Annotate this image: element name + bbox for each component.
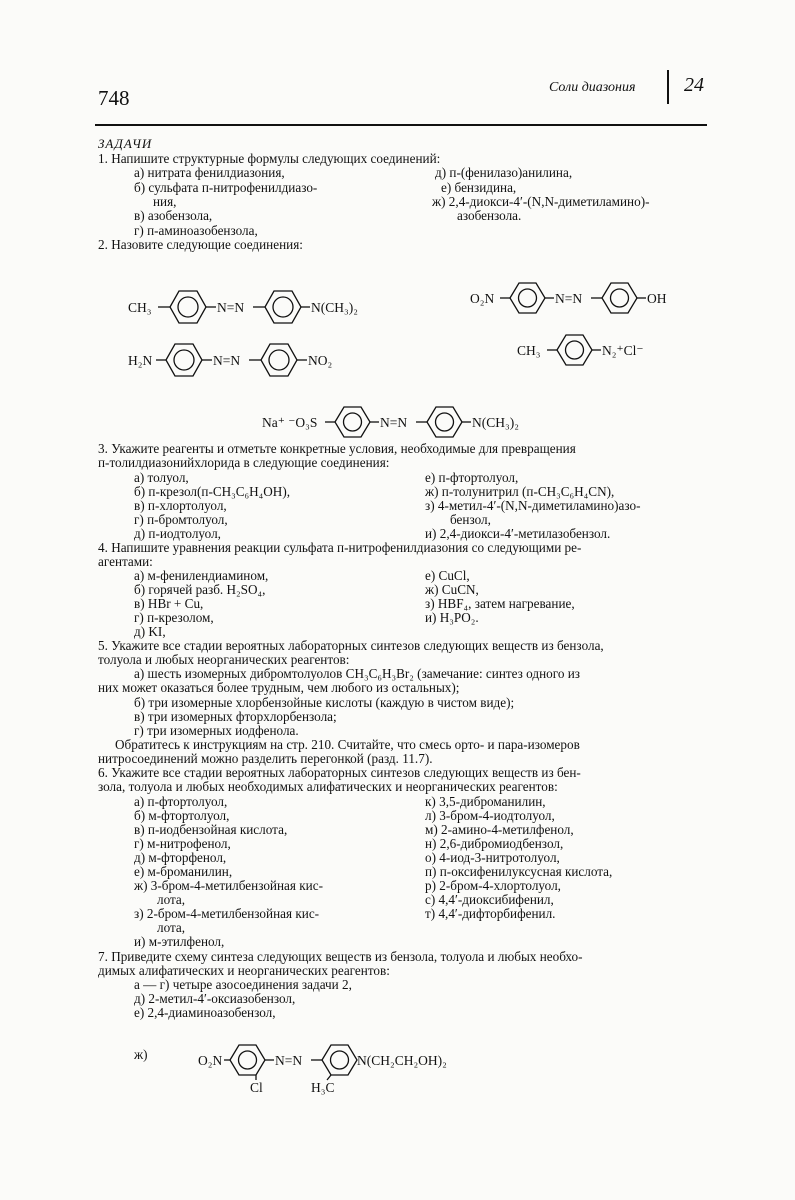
structure-aminonitroazobenzene bbox=[128, 338, 358, 382]
text-line: и) м-этилфенол, bbox=[134, 934, 225, 949]
text-line: б) три изомерные хлорбензойные кислоты (каждую в чистом виде); bbox=[134, 695, 515, 710]
text-line: зола, толуола и любых необходимых алифатических и неорганических реагентов: bbox=[98, 779, 558, 794]
s6-chloro-substituent: Cl bbox=[250, 1080, 263, 1095]
page-number: 748 bbox=[98, 86, 130, 110]
text-line: а) п-фтортолуол, bbox=[134, 794, 228, 809]
text-line: е) п-фтортолуол, bbox=[425, 470, 519, 485]
text-line: димых алифатических и неорганических реагентов: bbox=[98, 963, 390, 978]
benzene-ring-icon bbox=[166, 344, 202, 376]
s5-left-group: Na⁺ ⁻O₃S bbox=[262, 415, 318, 430]
text-line: б) м-фтортолуол, bbox=[134, 808, 230, 823]
text-line: п) п-оксифенилуксусная кислота, bbox=[425, 864, 613, 879]
text-line: р) 2-бром-4-хлортолуол, bbox=[425, 878, 561, 893]
text-line: г) п-бромтолуол, bbox=[134, 512, 228, 527]
structure-methyl-orange bbox=[262, 404, 572, 444]
structure-tolyldiazonium-chloride bbox=[517, 332, 667, 372]
text-line: с) 4,4′-диоксибифенил, bbox=[425, 892, 554, 907]
benzene-ring-icon bbox=[265, 291, 301, 323]
text-line: ния, bbox=[153, 194, 177, 209]
text-line: з) 2-бром-4-метилбензойная кис- bbox=[134, 906, 320, 921]
text-line: и) H₃PO₂. bbox=[425, 610, 479, 625]
text-line: в) п-хлортолуол, bbox=[134, 498, 227, 513]
text-line: 6. Укажите все стадии вероятных лабораторных синтезов следующих веществ из бен- bbox=[98, 765, 581, 780]
text-line: л) 3-бром-4-иодтолуол, bbox=[425, 808, 555, 823]
text-line: 1. Напишите структурные формулы следующих соединений: bbox=[98, 151, 441, 166]
text-line: д) п-(фенилазо)анилина, bbox=[435, 165, 573, 180]
text-line: лота, bbox=[157, 920, 186, 935]
text-line: 2. Назовите следующие соединения: bbox=[98, 237, 303, 252]
text-line: а) толуол, bbox=[134, 470, 189, 485]
benzene-ring-icon bbox=[510, 283, 545, 313]
s1-left-group: CH₃ bbox=[128, 300, 152, 315]
s2-right-group: OH bbox=[647, 291, 667, 306]
benzene-ring-icon bbox=[335, 407, 370, 437]
text-line: д) 2-метил-4′-оксиазобензол, bbox=[134, 991, 296, 1006]
text-line: е) бензидина, bbox=[441, 180, 517, 195]
text-line: г) п-аминоазобензола, bbox=[134, 223, 258, 238]
text-line: в) три изомерных фторхлорбензола; bbox=[134, 709, 337, 724]
text-line: а) шесть изомерных дибромтолуолов CH₃C₆H₃Br₂ (замечание: синтез одного из bbox=[134, 666, 580, 681]
text-line: Обратитесь к инструкциям на стр. 210. Считайте, что смесь орто- и пара-изомеров bbox=[115, 737, 580, 752]
structure-nitrohydroxyazobenzene bbox=[470, 280, 710, 320]
text-line: м) 2-амино-4-метилфенол, bbox=[425, 822, 574, 837]
text-line: д) KI, bbox=[134, 624, 166, 639]
text-line: е) CuCl, bbox=[425, 568, 470, 583]
s6-methyl-substituent: H₃C bbox=[311, 1080, 335, 1095]
structure-problem7-zh bbox=[198, 1040, 483, 1094]
text-line: г) м-нитрофенол, bbox=[134, 836, 231, 851]
benzene-ring-icon bbox=[427, 407, 462, 437]
text-line: ж) 3-бром-4-метилбензойная кис- bbox=[134, 878, 323, 893]
text-line: нитросоединений можно разделить перегонкой (разд. 11.7). bbox=[98, 751, 433, 766]
s3-left-group: H₂N bbox=[128, 353, 153, 368]
text-line: д) м-фторфенол, bbox=[134, 850, 227, 865]
text-line: них может оказаться более трудным, чем любого из остальных); bbox=[98, 680, 460, 695]
text-line: ж) CuCN, bbox=[425, 582, 479, 597]
text-line: 5. Укажите все стадии вероятных лабораторных синтезов следующих веществ из бензола, bbox=[98, 638, 604, 653]
text-line: бензол, bbox=[450, 512, 491, 527]
text-line: п-толилдиазонийхлорида в следующие соединения: bbox=[98, 455, 390, 470]
s2-left-group: O₂N bbox=[470, 291, 495, 306]
benzene-ring-icon bbox=[230, 1045, 265, 1075]
benzene-ring-icon bbox=[602, 283, 637, 313]
structure-dimethylaminoazotoluene bbox=[128, 285, 388, 329]
text-line: е) 2,4-диаминоазобензол, bbox=[134, 1005, 276, 1020]
running-title: Соли диазония bbox=[549, 80, 636, 95]
benzene-ring-icon bbox=[557, 335, 592, 365]
chapter-number: 24 bbox=[684, 74, 704, 96]
text-line: г) три изомерных иодфенола. bbox=[134, 723, 299, 738]
text-line: т) 4,4′-дифторбифенил. bbox=[425, 906, 556, 921]
header-separator bbox=[667, 70, 669, 104]
text-line: ж) п-толунитрил (п-CH₃C₆H₄CN), bbox=[425, 484, 615, 499]
text-line: а) нитрата фенилдиазония, bbox=[134, 165, 285, 180]
s6-azo-group: N=N bbox=[275, 1053, 303, 1068]
benzene-ring-icon bbox=[322, 1045, 357, 1075]
text-line: н) 2,6-дибромиодбензол, bbox=[425, 836, 564, 851]
text-line: б) п-крезол(п-CH₃C₆H₄OH), bbox=[134, 484, 291, 499]
text-line: лота, bbox=[157, 892, 186, 907]
s2-azo-group: N=N bbox=[555, 291, 583, 306]
text-line: д) п-иодтолуол, bbox=[134, 526, 221, 541]
s4-left-group: CH₃ bbox=[517, 343, 541, 358]
s6-right-group: N(CH₂CH₂OH)₂ bbox=[357, 1053, 447, 1068]
section-title: ЗАДАЧИ bbox=[98, 136, 153, 151]
text-line: ж) bbox=[134, 1047, 148, 1062]
text-line: в) HBr + Cu, bbox=[134, 596, 204, 611]
s6-left-group: O₂N bbox=[198, 1053, 223, 1068]
s1-azo-group: N=N bbox=[217, 300, 245, 315]
text-line: б) горячей разб. H₂SO₄, bbox=[134, 582, 266, 597]
s4-right-group: N₂⁺Cl⁻ bbox=[602, 343, 644, 358]
text-line: к) 3,5-диброманилин, bbox=[425, 794, 546, 809]
text-line: и) 2,4-диокси-4′-метилазобензол. bbox=[425, 526, 611, 541]
text-line: в) азобензола, bbox=[134, 208, 213, 223]
s3-azo-group: N=N bbox=[213, 353, 241, 368]
benzene-ring-icon bbox=[170, 291, 206, 323]
text-line: г) п-крезолом, bbox=[134, 610, 214, 625]
s5-right-group: N(CH₃)₂ bbox=[472, 415, 519, 430]
text-line: з) 4-метил-4′-(N,N-диметиламино)азо- bbox=[425, 498, 641, 513]
text-line: азобензола. bbox=[457, 208, 522, 223]
text-line: 4. Напишите уравнения реакции сульфата п-нитрофенилдиазония со следующими ре- bbox=[98, 540, 582, 555]
s3-right-group: NO₂ bbox=[308, 353, 333, 368]
text-line: е) м-броманилин, bbox=[134, 864, 233, 879]
text-line: б) сульфата п-нитрофенилдиазо- bbox=[134, 180, 318, 195]
text-line: а — г) четыре азосоединения задачи 2, bbox=[134, 977, 352, 992]
s1-right-group: N(CH₃)₂ bbox=[311, 300, 358, 315]
text-line: 7. Приведите схему синтеза следующих веществ из бензола, толуола и любых необхо- bbox=[98, 949, 583, 964]
text-line: агентами: bbox=[98, 554, 153, 569]
text-line: ж) 2,4-диокси-4′-(N,N-диметиламино)- bbox=[432, 194, 650, 209]
text-line: з) HBF₄, затем нагревание, bbox=[425, 596, 575, 611]
text-line: 3. Укажите реагенты и отметьте конкретные условия, необходимые для превращения bbox=[98, 441, 576, 456]
text-line: о) 4-иод-3-нитротолуол, bbox=[425, 850, 560, 865]
s5-azo-group: N=N bbox=[380, 415, 408, 430]
text-line: а) м-фенилендиамином, bbox=[134, 568, 269, 583]
text-line: в) п-иодбензойная кислота, bbox=[134, 822, 288, 837]
benzene-ring-icon bbox=[261, 344, 297, 376]
text-line: толуола и любых неорганических реагентов: bbox=[98, 652, 350, 667]
header-rule bbox=[95, 124, 707, 126]
